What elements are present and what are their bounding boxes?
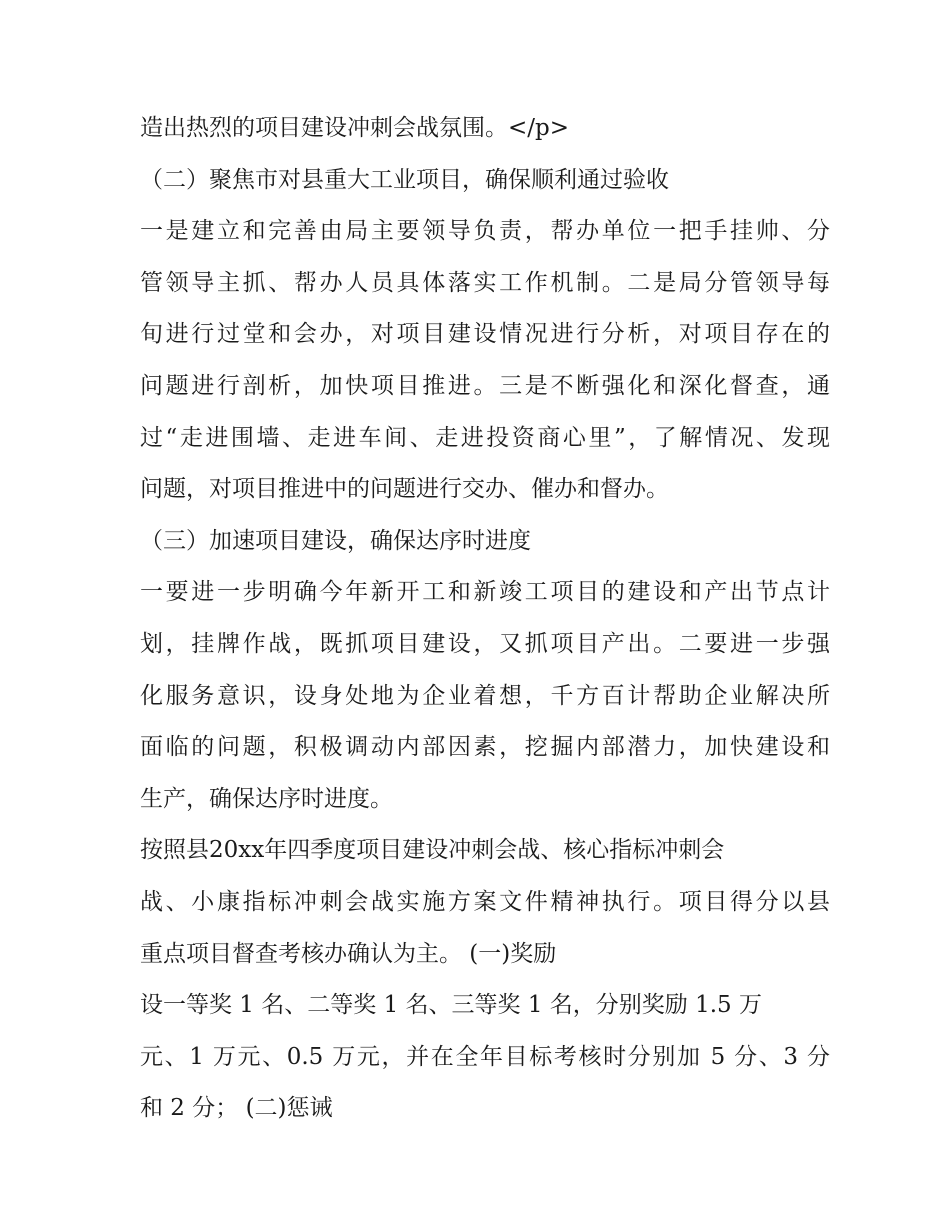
section-heading: （二）聚焦市对县重大工业项目，确保顺利通过验收 [140, 166, 669, 193]
paragraph-line: 问题，对项目推进中的问题进行交办、催办和督办。 [140, 476, 669, 503]
paragraph-line: 管领导主抓、帮办人员具体落实工作机制。二是局分管领导每 [140, 269, 830, 296]
document-body [140, 103, 830, 1135]
paragraph-line: 划，挂牌作战，既抓项目建设，又抓项目产出。二要进一步强 [140, 630, 830, 657]
paragraph-line: 一要进一步明确今年新开工和新竣工项目的建设和产出节点计 [140, 579, 830, 606]
paragraph-line: 和 2 分； (二)惩诫 [140, 1095, 333, 1122]
paragraph-line: 面临的问题，积极调动内部因素，挖掘内部潜力，加快建设和 [140, 734, 830, 761]
paragraph-line: 旬进行过堂和会办，对项目建设情况进行分析，对项目存在的 [140, 321, 830, 348]
paragraph-line: 战、小康指标冲刺会战实施方案文件精神执行。项目得分以县 [140, 888, 830, 915]
paragraph-line: 化服务意识，设身处地为企业着想，千方百计帮助企业解决所 [140, 682, 830, 709]
section-heading: （三）加速项目建设，确保达序时进度 [140, 527, 531, 554]
paragraph-line: 按照县20xx年四季度项目建设冲刺会战、核心指标冲刺会 [140, 837, 725, 864]
paragraph-line: 重点项目督查考核办确认为主。 (一)奖励 [140, 940, 557, 967]
paragraph-line: 过“走进围墙、走进车间、走进投资商心里”，了解情况、发现 [140, 424, 830, 451]
paragraph-line: 元、1 万元、0.5 万元，并在全年目标考核时分别加 5 分、3 分 [140, 1043, 830, 1070]
paragraph-line: 造出热烈的项目建设冲刺会战氛围。</p> [140, 115, 570, 141]
paragraph-line: 设一等奖 1 名、二等奖 1 名、三等奖 1 名，分别奖励 1.5 万 [140, 992, 762, 1019]
paragraph-line: 生产，确保达序时进度。 [140, 785, 393, 812]
paragraph-line: 问题进行剖析，加快项目推进。三是不断强化和深化督查，通 [140, 372, 830, 399]
paragraph-line: 一是建立和完善由局主要领导负责，帮办单位一把手挂帅、分 [140, 218, 830, 245]
